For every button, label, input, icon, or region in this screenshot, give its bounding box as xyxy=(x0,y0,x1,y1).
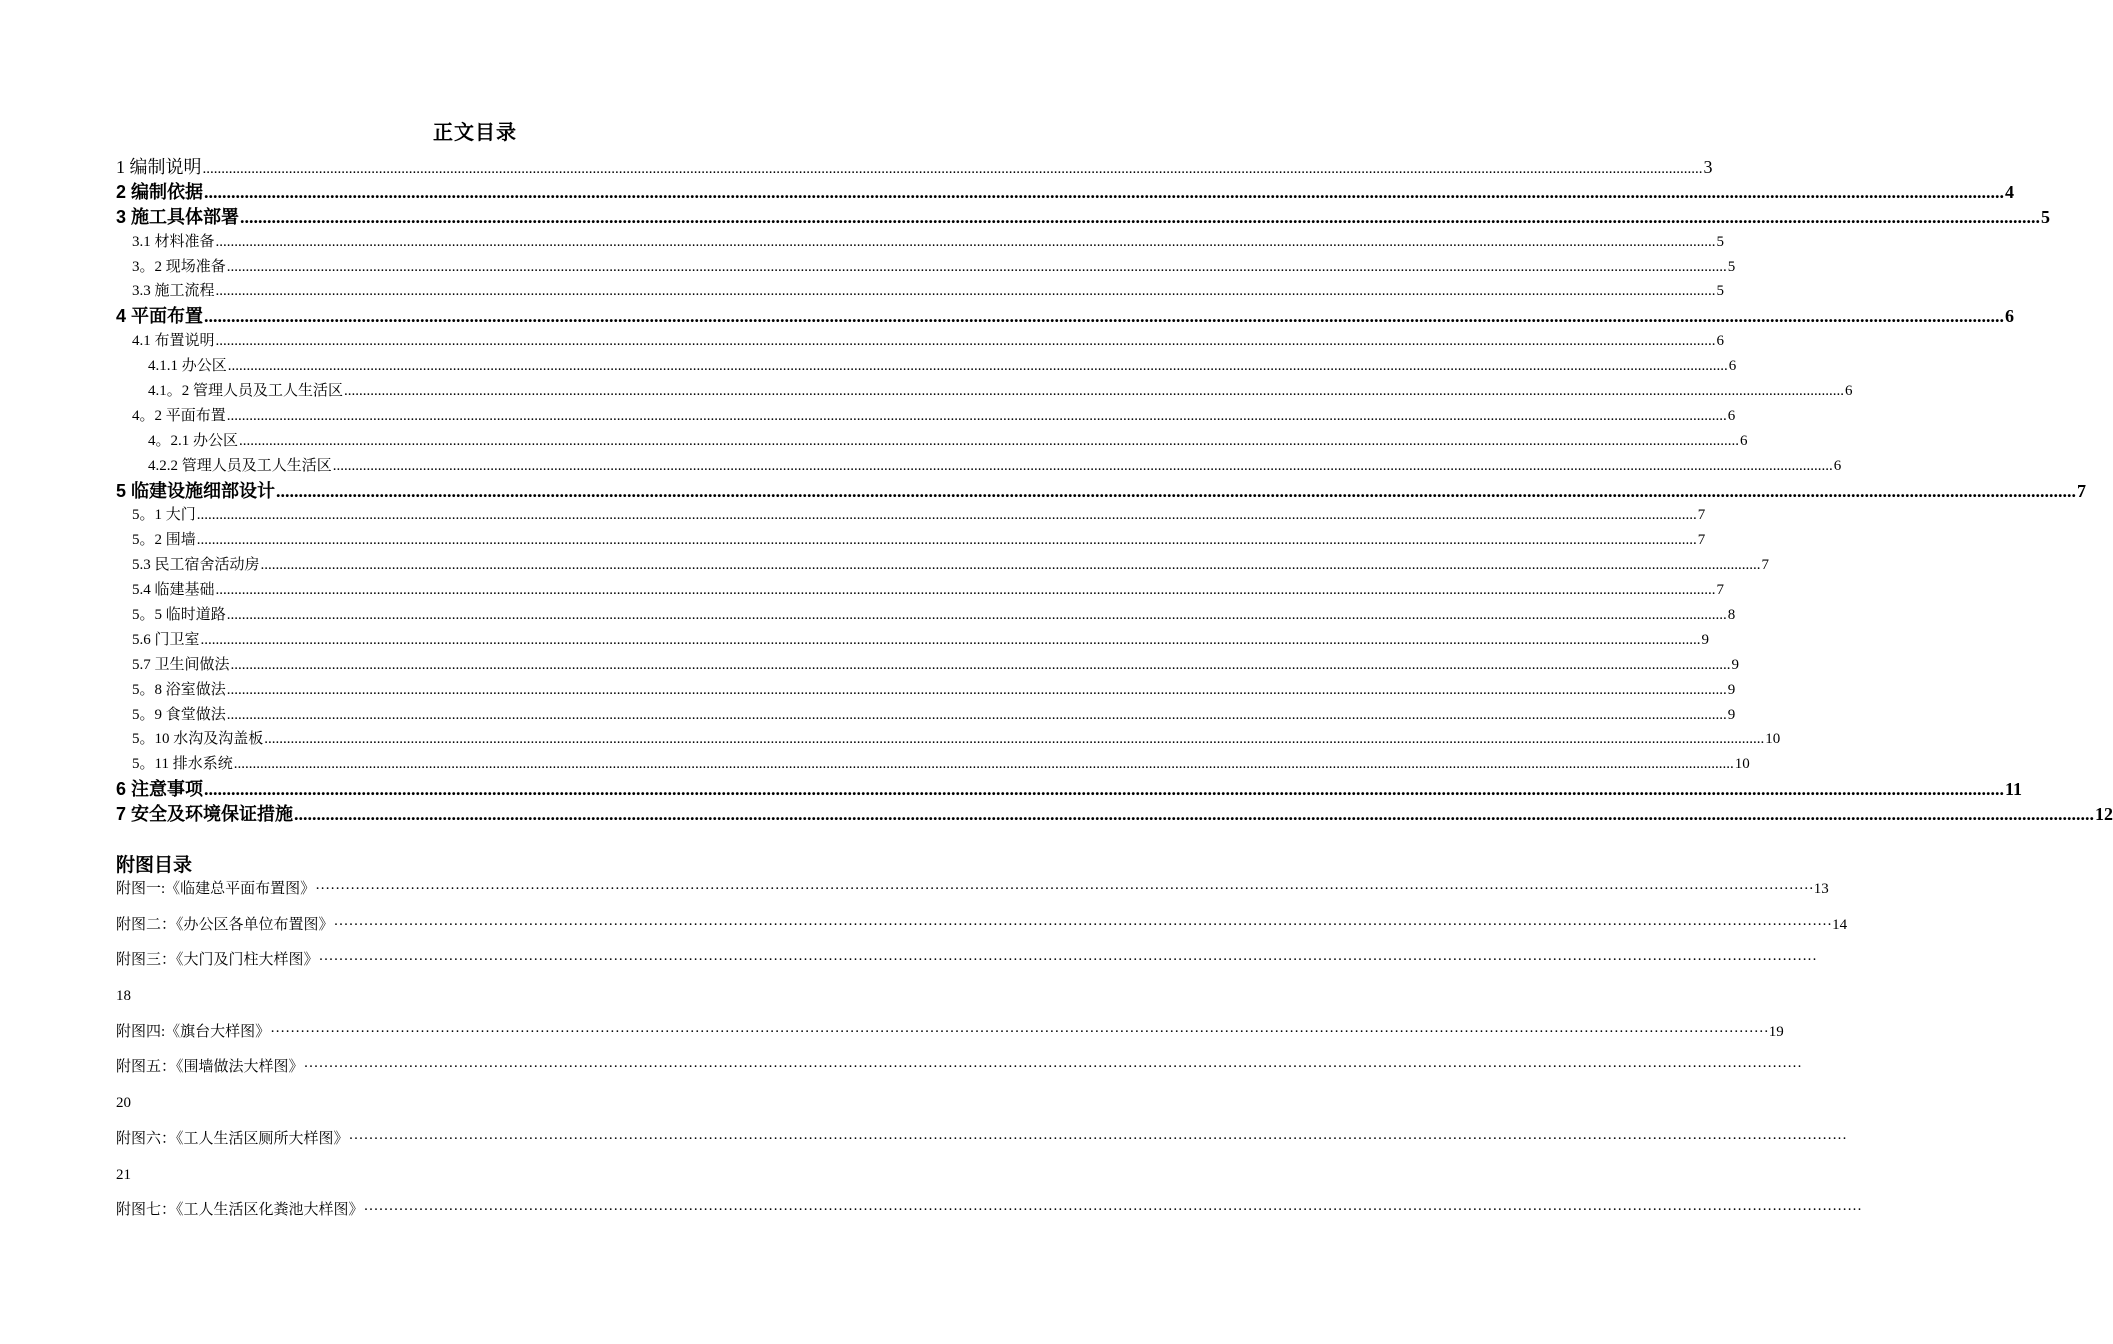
toc-entry[interactable] xyxy=(116,205,2051,230)
figure-entry-page: 21 xyxy=(116,1166,131,1183)
toc-entry-page: 9 xyxy=(1731,656,1740,673)
toc-entry-page: 5 xyxy=(1727,258,1736,275)
figure-entry[interactable] xyxy=(116,1050,1803,1086)
dot-leader: ................................................................................................................................................................................................................................................................................................................................................................................................................ xyxy=(260,557,1761,574)
toc-entry-page: 8 xyxy=(1727,607,1736,624)
toc-entry[interactable] xyxy=(116,628,1710,653)
dot-leader: ................................................................................................................................................................................................................................................................................................................................................................................................................ xyxy=(239,432,1740,449)
toc-entry-title: 4。2.1 办公区 xyxy=(148,432,239,449)
dot-leader: ................................................................................................................................................................................................................................................................................................................................................................................................................ xyxy=(264,731,1765,748)
toc-entry[interactable] xyxy=(116,180,2015,205)
dot-leader: ············································································································································································································································································································ xyxy=(315,881,1814,897)
dot-leader: ................................................................................................................................................................................................................................................................................................................................................................................................................ xyxy=(226,407,1727,424)
toc-entry-title: 2 编制依据 xyxy=(116,181,204,202)
dot-leader: ................................................................................................................................................................................................................................................................................................................................................................................................................ xyxy=(276,480,2077,501)
dot-leader: ................................................................................................................................................................................................................................................................................................................................................................................................................ xyxy=(215,333,1716,350)
toc-entry-title: 5。5 临时道路 xyxy=(132,607,226,624)
figures-heading: 附图目录 xyxy=(116,855,193,876)
toc-entry-page: 3 xyxy=(1703,157,1713,177)
toc-entry-title: 1 编制说明 xyxy=(116,157,202,177)
toc-entry-title: 4.1 布置说明 xyxy=(132,333,215,350)
dot-leader: ············································································································································································································································································································ xyxy=(333,916,1833,933)
toc-entry-page: 6 xyxy=(2005,306,2015,327)
toc-entry-title: 5.6 门卫室 xyxy=(132,631,200,648)
figure-entry-title: 附图四:《旗台大样图》 xyxy=(116,1023,271,1040)
toc-entry-page: 5 xyxy=(2041,206,2051,227)
toc-entry[interactable] xyxy=(116,429,1748,454)
toc-entry-title: 3。2 现场准备 xyxy=(132,258,226,275)
dot-leader: ................................................................................................................................................................................................................................................................................................................................................................................................................ xyxy=(196,507,1697,524)
dot-leader: ................................................................................................................................................................................................................................................................................................................................................................................................................ xyxy=(200,631,1701,648)
toc-entry-title: 7 安全及环境保证措施 xyxy=(116,804,294,825)
toc-entry-page: 6 xyxy=(1728,358,1737,375)
toc-entry-page: 7 xyxy=(1716,582,1725,599)
toc-entry-page: 9 xyxy=(1727,681,1736,698)
toc-entry-title: 5。10 水沟及沟盖板 xyxy=(132,731,264,748)
toc-entry[interactable] xyxy=(116,230,1725,255)
dot-leader: ············································································································································································································································································································ xyxy=(363,1202,1863,1219)
dot-leader: ................................................................................................................................................................................................................................................................................................................................................................................................................ xyxy=(230,656,1731,673)
toc-entry[interactable] xyxy=(116,678,1736,703)
toc-entry-page: 10 xyxy=(1734,756,1750,773)
toc-entry-title: 4.2.2 管理人员及工人生活区 xyxy=(148,457,332,474)
dot-leader: ................................................................................................................................................................................................................................................................................................................................................................................................................ xyxy=(204,306,2005,327)
dot-leader: ................................................................................................................................................................................................................................................................................................................................................................................................................ xyxy=(215,283,1716,300)
toc-entry-title: 3.1 材料准备 xyxy=(132,233,215,250)
page-title: 正文目录 xyxy=(433,122,517,144)
toc-entry-page: 12 xyxy=(2095,804,2113,825)
toc-entry[interactable] xyxy=(116,404,1736,429)
toc-entry-page: 6 xyxy=(1845,383,1853,400)
toc-entry-page: 5 xyxy=(1716,283,1725,300)
dot-leader: ................................................................................................................................................................................................................................................................................................................................................................................................................ xyxy=(215,233,1716,250)
dot-leader: ................................................................................................................................................................................................................................................................................................................................................................................................................ xyxy=(344,383,1845,400)
toc-entry[interactable] xyxy=(116,727,1781,752)
toc-entry-page: 6 xyxy=(1716,333,1725,350)
figure-entry-page: 20 xyxy=(116,1095,131,1112)
toc-entry[interactable] xyxy=(116,802,2113,827)
dot-leader: ................................................................................................................................................................................................................................................................................................................................................................................................................ xyxy=(226,706,1727,723)
figure-entry[interactable] xyxy=(116,1015,1784,1051)
dot-leader: ................................................................................................................................................................................................................................................................................................................................................................................................................ xyxy=(226,607,1727,624)
toc-entry-page: 5 xyxy=(1716,233,1725,250)
figure-entry[interactable] xyxy=(116,908,1848,944)
toc-entry-title: 5。1 大门 xyxy=(132,507,196,524)
dot-leader: ................................................................................................................................................................................................................................................................................................................................................................................................................ xyxy=(202,161,1703,177)
table-of-contents xyxy=(116,155,2113,827)
dot-leader: ................................................................................................................................................................................................................................................................................................................................................................................................................ xyxy=(233,756,1734,773)
dot-leader: ············································································································································································································································································································ xyxy=(303,1059,1803,1076)
toc-entry-title: 5。8 浴室做法 xyxy=(132,681,226,698)
figure-entry-page: 14 xyxy=(1832,916,1848,933)
toc-entry-page: 10 xyxy=(1765,731,1781,748)
figure-entry-page: 13 xyxy=(1813,881,1829,897)
toc-entry-title: 5。11 排水系统 xyxy=(132,756,233,773)
toc-entry[interactable] xyxy=(116,354,1737,379)
toc-entry[interactable] xyxy=(116,703,1736,728)
dot-leader: ................................................................................................................................................................................................................................................................................................................................................................................................................ xyxy=(240,206,2041,227)
dot-leader: ................................................................................................................................................................................................................................................................................................................................................................................................................ xyxy=(215,582,1716,599)
figure-entry[interactable] xyxy=(116,1193,1863,1229)
figure-entry[interactable] xyxy=(116,943,1818,979)
toc-entry[interactable] xyxy=(116,528,1706,553)
dot-leader: ············································································································································································································································································································ xyxy=(348,1130,1848,1147)
figure-entry-page: 19 xyxy=(1768,1023,1784,1040)
toc-entry-page: 7 xyxy=(2077,480,2087,501)
toc-entry-title: 5。9 食堂做法 xyxy=(132,706,226,723)
toc-entry-title: 6 注意事项 xyxy=(116,779,204,800)
figure-entry[interactable] xyxy=(116,1122,1848,1158)
toc-entry-page: 9 xyxy=(1727,706,1736,723)
dot-leader: ................................................................................................................................................................................................................................................................................................................................................................................................................ xyxy=(196,532,1697,549)
dot-leader: ············································································································································································································································································································ xyxy=(270,1023,1769,1040)
toc-entry[interactable] xyxy=(116,777,2023,802)
toc-entry[interactable] xyxy=(116,255,1736,280)
toc-entry[interactable] xyxy=(116,454,1842,479)
figure-entry-title: 附图三：《大门及门柱大样图》 xyxy=(116,952,319,969)
toc-entry[interactable] xyxy=(116,553,1770,578)
toc-entry-page: 7 xyxy=(1697,507,1706,524)
toc-entry-title: 3.3 施工流程 xyxy=(132,283,215,300)
toc-entry[interactable] xyxy=(116,279,1725,304)
figure-entry-title: 附图六：《工人生活区厕所大样图》 xyxy=(116,1130,349,1147)
toc-entry-page: 9 xyxy=(1701,631,1710,648)
toc-entry-title: 5 临建设施细部设计 xyxy=(116,480,276,501)
toc-entry[interactable] xyxy=(116,603,1736,628)
dot-leader: ................................................................................................................................................................................................................................................................................................................................................................................................................ xyxy=(204,779,2005,800)
toc-entry-page: 6 xyxy=(1740,432,1748,449)
dot-leader: ................................................................................................................................................................................................................................................................................................................................................................................................................ xyxy=(226,258,1727,275)
toc-entry[interactable] xyxy=(116,752,1750,777)
figure-entry[interactable] xyxy=(116,872,1829,908)
toc-entry[interactable] xyxy=(116,503,1706,528)
toc-entry-page: 7 xyxy=(1761,557,1770,574)
toc-entry-title: 5。2 围墙 xyxy=(132,532,196,549)
toc-entry-title: 4.1。2 管理人员及工人生活区 xyxy=(148,383,344,400)
toc-entry[interactable] xyxy=(116,578,1725,603)
toc-entry-title: 5.3 民工宿舍活动房 xyxy=(132,557,260,574)
toc-entry[interactable] xyxy=(116,304,2015,329)
toc-entry-title: 3 施工具体部署 xyxy=(116,206,240,227)
dot-leader: ................................................................................................................................................................................................................................................................................................................................................................................................................ xyxy=(226,681,1727,698)
toc-entry-page: 7 xyxy=(1697,532,1706,549)
toc-entry-title: 5.4 临建基础 xyxy=(132,582,215,599)
toc-entry[interactable] xyxy=(116,329,1725,354)
toc-entry-title: 4 平面布置 xyxy=(116,306,204,327)
toc-entry-page: 6 xyxy=(1727,407,1736,424)
figures-list xyxy=(116,872,1863,1229)
figure-entry-title: 附图一:《临建总平面布置图》 xyxy=(116,881,316,897)
toc-entry-title: 5.7 卫生间做法 xyxy=(132,656,230,673)
dot-leader: ................................................................................................................................................................................................................................................................................................................................................................................................................ xyxy=(332,457,1833,474)
figure-entry-title: 附图二：《办公区各单位布置图》 xyxy=(116,916,334,933)
dot-leader: ············································································································································································································································································································ xyxy=(318,952,1818,969)
figure-entry-title: 附图五：《围墙做法大样图》 xyxy=(116,1059,304,1076)
toc-entry-title: 4。2 平面布置 xyxy=(132,407,226,424)
toc-entry-title: 4.1.1 办公区 xyxy=(148,358,227,375)
toc-entry-page: 4 xyxy=(2005,181,2015,202)
dot-leader: ................................................................................................................................................................................................................................................................................................................................................................................................................ xyxy=(204,181,2005,202)
toc-entry[interactable] xyxy=(116,155,1713,180)
toc-entry[interactable] xyxy=(116,653,1740,678)
toc-entry[interactable] xyxy=(116,379,1853,404)
dot-leader: ................................................................................................................................................................................................................................................................................................................................................................................................................ xyxy=(294,804,2095,825)
toc-entry[interactable] xyxy=(116,479,2087,504)
figure-entry-page: 18 xyxy=(116,988,131,1005)
toc-entry-page: 11 xyxy=(2005,779,2023,800)
toc-entry-page: 6 xyxy=(1833,457,1842,474)
figure-entry-title: 附图七：《工人生活区化粪池大样图》 xyxy=(116,1202,364,1219)
dot-leader: ................................................................................................................................................................................................................................................................................................................................................................................................................ xyxy=(227,358,1728,375)
